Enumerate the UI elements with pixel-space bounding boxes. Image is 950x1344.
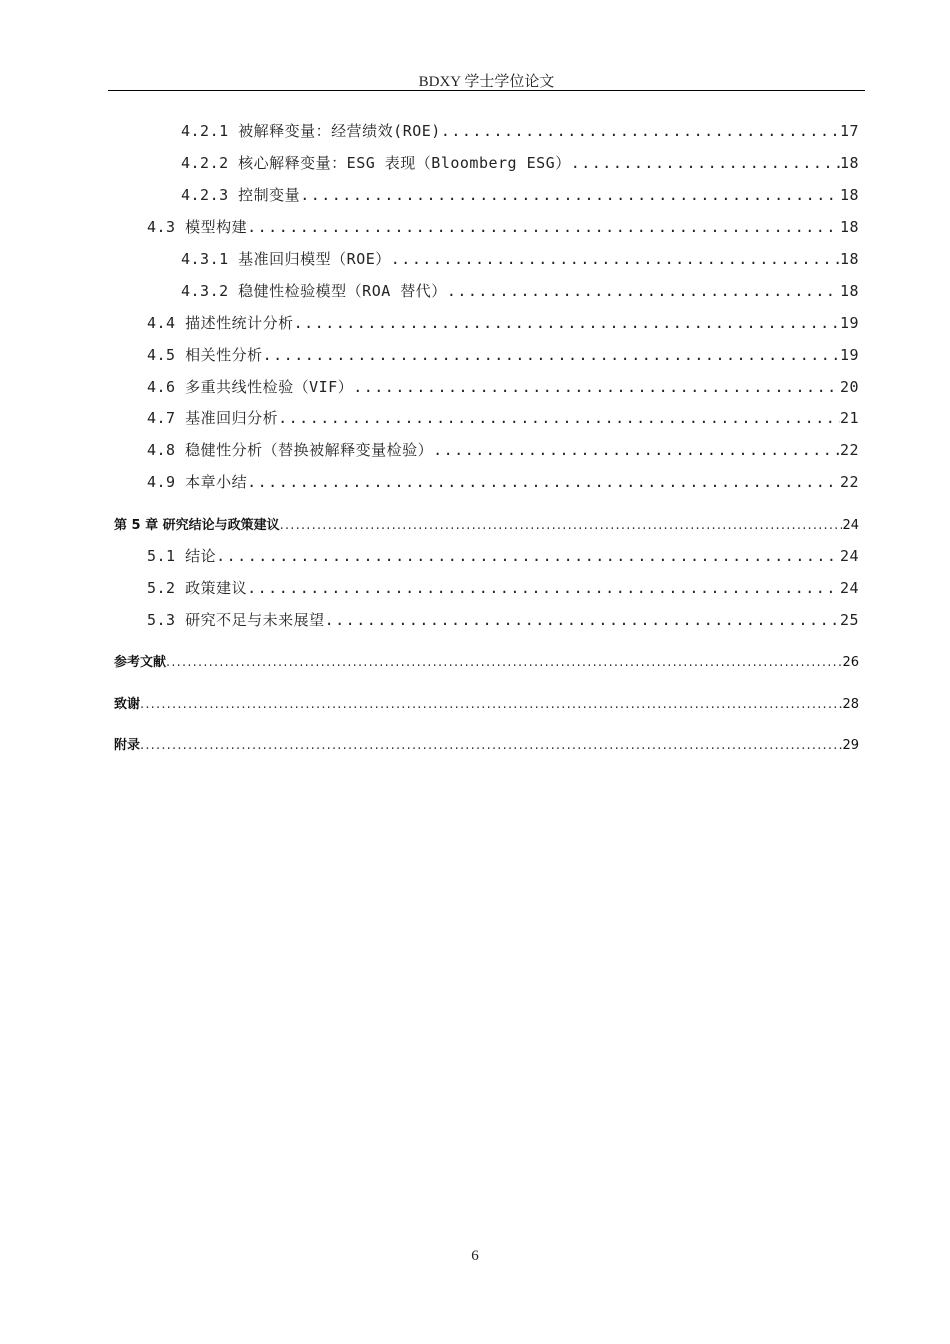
toc-dot-leader	[216, 547, 840, 565]
toc-page-number: 24	[842, 518, 859, 533]
toc-dot-leader	[247, 473, 840, 491]
toc-entry-label: 第 5 章 研究结论与政策建议	[114, 518, 280, 533]
toc-page-number: 18	[839, 282, 859, 300]
toc-page-number: 26	[842, 655, 859, 670]
toc-entry-4-2-3[interactable]	[181, 184, 859, 205]
toc-entry-chapter-5[interactable]	[114, 514, 859, 533]
toc-entry-label: 参考文献	[114, 655, 167, 670]
toc-dot-leader	[300, 186, 840, 204]
toc-entry-label: 4.2.2 核心解释变量：ESG 表现（Bloomberg ESG）	[181, 154, 571, 172]
toc-dot-leader	[166, 655, 842, 670]
toc-entry-label: 5.1 结论	[147, 547, 217, 565]
toc-page-number: 22	[839, 441, 859, 459]
toc-entry-5-2[interactable]	[147, 577, 859, 598]
toc-entry-4-2-1[interactable]	[181, 120, 859, 141]
toc-page-number: 24	[839, 547, 859, 565]
toc-entry-label: 附录	[114, 738, 141, 753]
toc-entry-label: 4.5 相关性分析	[147, 346, 263, 364]
toc-page-number: 18	[839, 250, 859, 268]
toc-entry-label: 4.3.2 稳健性检验模型（ROA 替代）	[181, 282, 447, 300]
toc-entry-acknowledgements[interactable]	[114, 693, 859, 712]
toc-entry-appendix[interactable]	[114, 734, 859, 753]
toc-entry-label: 4.4 描述性统计分析	[147, 314, 294, 332]
toc-entry-5-3[interactable]	[147, 609, 859, 630]
toc-entry-label: 4.2.1 被解释变量：经营绩效(ROE)	[181, 122, 441, 140]
toc-dot-leader	[140, 738, 842, 753]
toc-entry-label: 4.7 基准回归分析	[147, 409, 279, 427]
toc-page-number: 25	[839, 611, 859, 629]
toc-page-number: 28	[842, 697, 859, 712]
toc-entry-4-9[interactable]	[147, 471, 859, 492]
toc-dot-leader	[278, 409, 840, 427]
toc-entry-4-3-2[interactable]	[181, 280, 859, 301]
toc-dot-leader	[294, 314, 840, 332]
toc-dot-leader	[247, 218, 840, 236]
toc-page-number: 18	[839, 218, 859, 236]
toc-dot-leader	[571, 154, 840, 172]
toc-page-number: 19	[839, 346, 859, 364]
toc-entry-label: 4.3 模型构建	[147, 218, 248, 236]
toc-page-number: 21	[839, 409, 859, 427]
toc-entry-4-4[interactable]	[147, 312, 859, 333]
toc-page-number: 19	[839, 314, 859, 332]
toc-page-number: 18	[839, 186, 859, 204]
toc-dot-leader	[247, 579, 840, 597]
toc-entry-label: 5.3 研究不足与未来展望	[147, 611, 325, 629]
toc-entry-4-2-2[interactable]	[181, 152, 859, 173]
toc-dot-leader	[280, 518, 843, 533]
toc-page-number: 22	[839, 473, 859, 491]
toc-dot-leader	[441, 122, 840, 140]
toc-dot-leader	[391, 250, 840, 268]
toc-entry-label: 4.2.3 控制变量	[181, 186, 301, 204]
toc-entry-4-8[interactable]	[147, 439, 859, 460]
header-rule	[108, 90, 865, 91]
toc-entry-4-6[interactable]	[147, 376, 859, 397]
toc-page-number: 17	[839, 122, 859, 140]
toc-entry-4-5[interactable]	[147, 344, 859, 365]
page-number: 6	[471, 1248, 479, 1264]
toc-dot-leader	[353, 378, 840, 396]
toc-entry-label: 致谢	[114, 697, 141, 712]
toc-dot-leader	[325, 611, 840, 629]
toc-page-number: 24	[839, 579, 859, 597]
toc-dot-leader	[140, 697, 842, 712]
toc-entry-label: 4.9 本章小结	[147, 473, 248, 491]
toc-page-number: 18	[839, 154, 859, 172]
toc-entry-label: 5.2 政策建议	[147, 579, 248, 597]
toc-entry-5-1[interactable]	[147, 545, 859, 566]
toc-dot-leader	[263, 346, 840, 364]
toc-entry-4-7[interactable]	[147, 407, 859, 428]
toc-dot-leader	[447, 282, 840, 300]
toc-entry-label: 4.3.1 基准回归模型（ROE）	[181, 250, 391, 268]
toc-entry-4-3[interactable]	[147, 216, 859, 237]
toc-page-number: 20	[839, 378, 859, 396]
toc-entry-label: 4.8 稳健性分析（替换被解释变量检验）	[147, 441, 434, 459]
page-header: BDXY 学士学位论文	[418, 74, 555, 90]
toc-entry-label: 4.6 多重共线性检验（VIF）	[147, 378, 354, 396]
toc-page-number: 29	[842, 738, 859, 753]
toc-dot-leader	[433, 441, 840, 459]
toc-entry-references[interactable]	[114, 651, 859, 670]
toc-entry-4-3-1[interactable]	[181, 248, 859, 269]
